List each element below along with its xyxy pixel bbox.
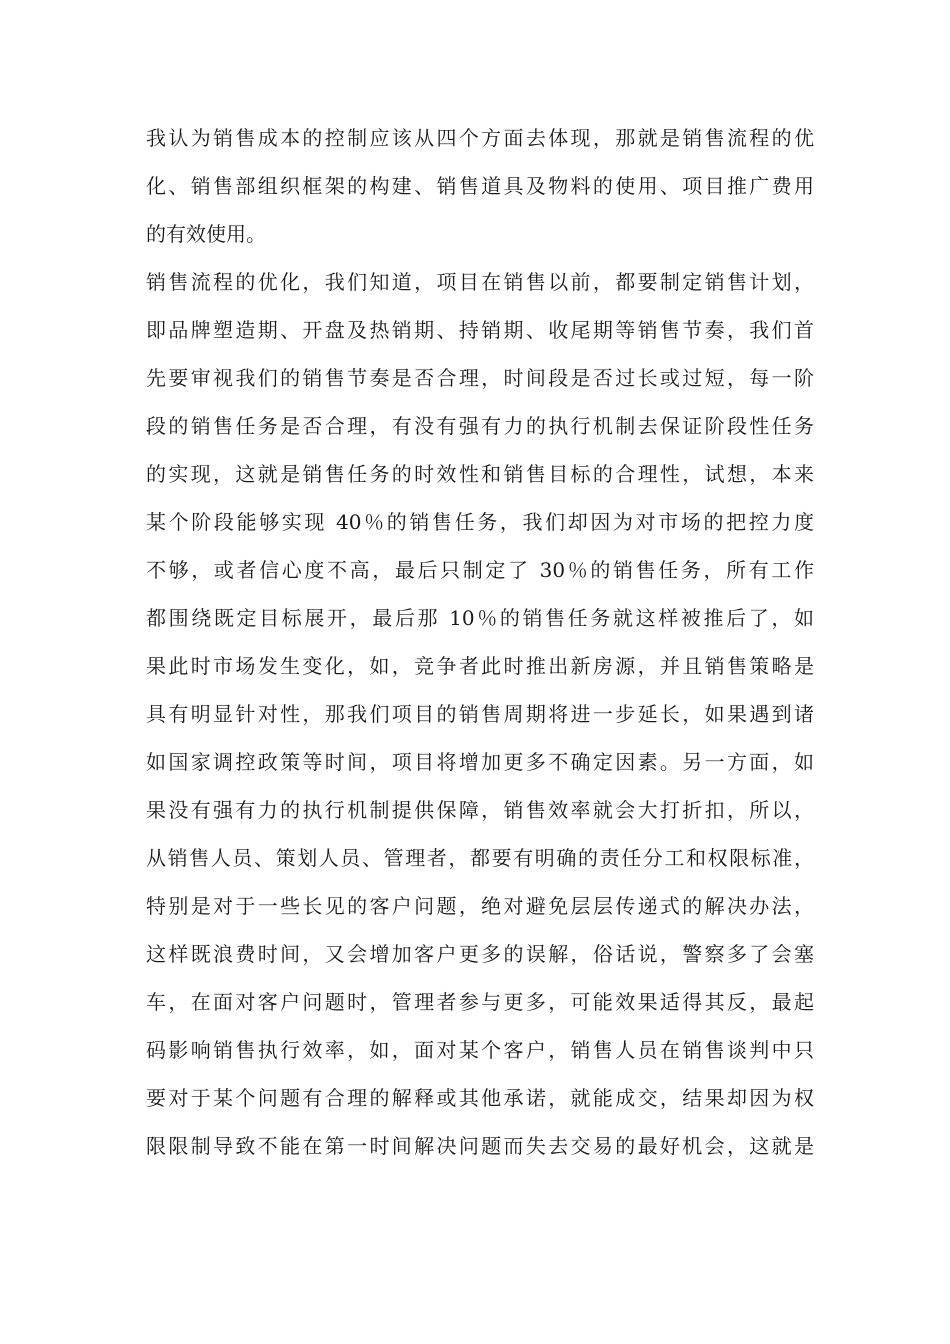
text-line: 从销售人员、策划人员、管理者，都要有明确的责任分工和权限标准， [146, 846, 814, 870]
paragraph [146, 114, 814, 258]
text-line: 即品牌塑造期、开盘及热销期、持销期、收尾期等销售节奏，我们首 [146, 318, 814, 342]
text-line: 我认为销售成本的控制应该从四个方面去体现，那就是销售流程的优 [146, 126, 814, 150]
text-line: 化、销售部组织框架的构建、销售道具及物料的使用、项目推广费用 [146, 174, 814, 198]
text-line: 某个阶段能够实现 40％的销售任务，我们却因为对市场的把控力度 [146, 510, 814, 534]
text-line: 特别是对于一些长见的客户问题，绝对避免层层传递式的解决办法， [146, 894, 814, 918]
text-line [146, 1170, 814, 1218]
text-line: 要对于某个问题有合理的解释或其他承诺，就能成交，结果却因为权 [146, 1086, 814, 1110]
text-line: 码影响销售执行效率，如，面对某个客户，销售人员在销售谈判中只 [146, 1038, 814, 1062]
text-line: 如国家调控政策等时间，项目将增加更多不确定因素。另一方面，如 [146, 750, 814, 774]
text-line [146, 1218, 814, 1266]
text-line: 不够，或者信心度不高，最后只制定了 30％的销售任务，所有工作 [146, 558, 814, 582]
text-line: 段的销售任务是否合理，有没有强有力的执行机制去保证阶段性任务 [146, 414, 814, 438]
text-line: 果没有强有力的执行机制提供保障，销售效率就会大打折扣，所以， [146, 798, 814, 822]
text-line: 限限制导致不能在第一时间解决问题而失去交易的最好机会，这就是 [146, 1134, 814, 1158]
paragraph [146, 258, 814, 1266]
text-line: 这样既浪费时间，又会增加客户更多的误解，俗话说，警察多了会塞 [146, 942, 814, 966]
text-line: 车，在面对客户问题时，管理者参与更多，可能效果适得其反，最起 [146, 990, 814, 1014]
text-line: 的有效使用。 [146, 222, 266, 246]
text-line: 销售流程的优化，我们知道，项目在销售以前，都要制定销售计划， [146, 270, 814, 294]
text-line: 具有明显针对性，那我们项目的销售周期将进一步延长，如果遇到诸 [146, 702, 814, 726]
text-line: 的实现，这就是销售任务的时效性和销售目标的合理性，试想，本来 [146, 462, 814, 486]
document-body [146, 114, 814, 1266]
text-line: 都围绕既定目标展开，最后那 10％的销售任务就这样被推后了，如 [146, 606, 814, 630]
text-line: 果此时市场发生变化，如，竞争者此时推出新房源，并且销售策略是 [146, 654, 814, 678]
text-line: 先要审视我们的销售节奏是否合理，时间段是否过长或过短，每一阶 [146, 366, 814, 390]
